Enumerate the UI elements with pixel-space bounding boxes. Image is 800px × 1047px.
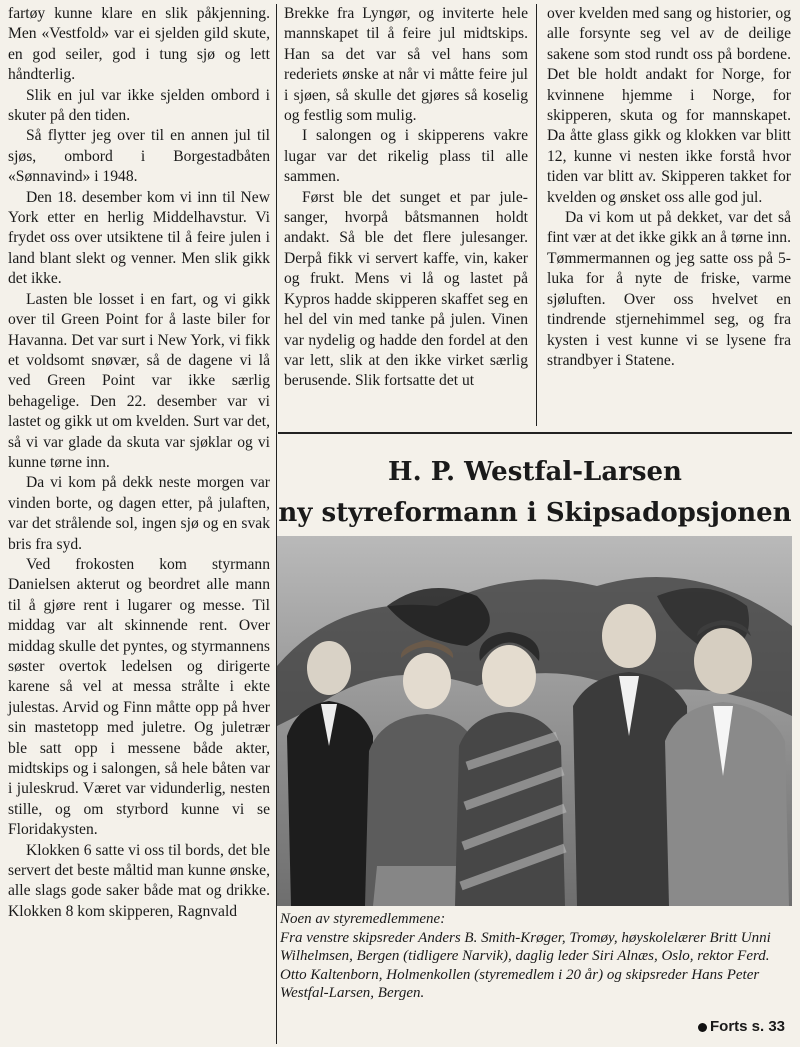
- paragraph: Først ble det sunget et par julesanger, hvorpå båtsmannen holdt andakt. Så ble det flere julesanger. Derpå fikk vi servert kaffe, vin, kaker og frukt. Mens vi lå og lastet på Kypros hadde skipperen skaffet seg en hel del vin med tanke på julen. Vinen var nydelig og hadde den fordel at den var lett, slik at den ikke virket særlig berusende. Slik fortsatte det ut: [284, 188, 528, 390]
- paragraph: I salongen og i skipperens vakre lugar var det rikelig plass til alle sammen.: [284, 127, 528, 186]
- paragraph: Brekke fra Lyngør, og inviterte hele mannskapet til å feire jul midtskips. Han sa det var så vel hans som rederiets ønske at når vi måtte feire jul i sjøen, så skulle det gjøres så koselig og festlig som mulig.: [284, 5, 528, 125]
- article-column-2: [284, 4, 528, 392]
- paragraph: Da vi kom på dekk neste morgen var vinden borte, og dagen etter, på julaften, var det strålende sol, ingen sjø og en svak bris fra syd.: [8, 474, 270, 553]
- photo-caption: [280, 910, 792, 1003]
- continued-note: [698, 1018, 785, 1035]
- paragraph: Så flytter jeg over til en annen jul til sjøs, ombord i Borgestadbåten «Sønnavind» i 1948.: [8, 127, 270, 186]
- paragraph: Lasten ble losset i en fart, og vi gikk over til Green Point for å laste biler for Havanna. Det var surt i New York, vi fikk et voldsomt snøvær, så de dagene vi lå ved Green Point var ikke særlig behagelige. Den 22. desember var vi lastet og gikk ut om kvelden. Surt var det, så vi var glade da skuta var sjøklar og vi kunne tørne inn.: [8, 290, 270, 471]
- caption-title: Noen av styremedlemmene:: [280, 911, 446, 927]
- group-photo: [277, 536, 792, 906]
- article-column-1: [8, 4, 270, 922]
- photo-illustration: [277, 536, 792, 906]
- headline: [278, 452, 792, 534]
- paragraph: Da vi kom ut på dekket, var det så fint vær at det ikke gikk an å tørne inn. Tømmermannen og jeg satte oss på 5-luka for å nyte de friske, varme sjøluften. Over oss hvelvet en tindrende stjernehimmel seg, og fra kysten i vest kunne vi se lysene fra strandbyer i Statene.: [547, 209, 791, 369]
- paragraph: Klokken 6 satte vi oss til bords, det ble servert det beste måltid man kunne ønske, alle slags gode saker både mat og drikke. Klokken 8 kom skipperen, Ragnvald: [8, 841, 270, 920]
- bullet-icon: [698, 1023, 707, 1032]
- headline-line-1: H. P. Westfal-Larsen: [388, 457, 682, 487]
- headline-line-2: ny styreformann i Skipsadopsjonen: [278, 498, 792, 528]
- paragraph: fartøy kunne klare en slik påkjenning. Men «Vestfold» var ei sjelden gild skute, en god seiler, god i tung sjø og lett håndterlig.: [8, 5, 270, 84]
- paragraph: Slik en jul var ikke sjelden ombord i skuter på den tiden.: [8, 86, 270, 125]
- section-divider: [278, 432, 792, 434]
- paragraph: Den 18. desember kom vi inn til New York etter en herlig Middelhavstur. Vi frydet oss over utsiktene til å feire julen i land blant slekt og venner. Men slik gikk det ikke.: [8, 188, 270, 288]
- paragraph: Ved frokosten kom styrmann Danielsen akterut og beordret alle mann til å gjøre rent i lugarer og messe. Til middag var alt skinnende rent. Over middag skulle det pyntes, og styrmannens søster overtok ledelsen og dirigerte karene så vel at messa strålte i ekte julestas. Arvid og Finn måtte opp på hver sin mastetopp med juletre. Og juletrær ble satt opp i messene både akter, midtskips og i salongen, så hele båten var i juleskrud. Været var vidunderlig, nesten stille, og om styrbord kunne vi se Floridakysten.: [8, 555, 270, 839]
- article-column-3: [547, 4, 791, 371]
- column-divider: [536, 4, 537, 426]
- paragraph: over kvelden med sang og historier, og alle forsynte seg vel av de deilige sakene som stod rundt oss på bordene. Det ble holdt andakt for Norge, for kvinnene hjemme i Norge, for skipperen, skuta og for mannskapet. Da åtte glass gikk og klokken var blitt 12, kunne vi nesten ikke forstå hvor tiden var blitt av. Skipperen takket for kvelden og ønsket oss alle god jul.: [547, 5, 791, 206]
- caption-body: Fra venstre skipsreder Anders B. Smith-Krøger, Tromøy, høyskolelærer Britt Unni Wilhelmsen, Bergen (tidligere Narvik), daglig leder Siri Alnæs, Oslo, rektor Ferd. Otto Kaltenborn, Holmenkollen (styremedlem i 20 år) og skipsreder Hans Peter Westfal-Larsen, Bergen.: [280, 929, 771, 1002]
- continued-label: Forts s. 33: [710, 1018, 786, 1035]
